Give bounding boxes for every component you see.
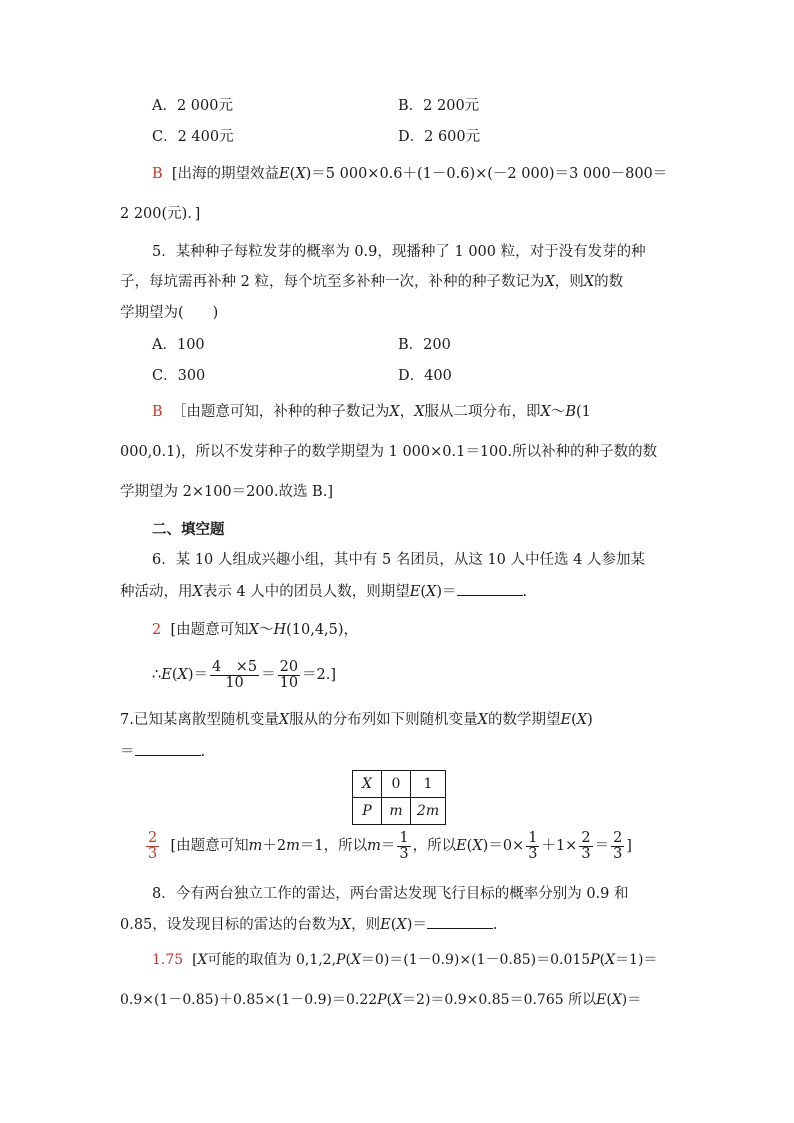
q6-stem-line-2: 种活动，用X表示 4 人中的团员人数，则期望E(X)＝ . — [120, 581, 527, 602]
q8-stem-line-2: 0.85，设发现目标的雷达的台数为X，则E(X)＝ . — [120, 914, 498, 935]
table-cell: P — [353, 798, 382, 825]
q5-option-d: D．400 — [398, 368, 452, 384]
q5-stem-line-1: 5．某种种子每粒发芽的概率为 0.9，现播种了 1 000 粒，对于没有发芽的种 — [152, 244, 646, 260]
table-cell: m — [382, 798, 411, 825]
q4-solution-line-1: B [出海的期望效益E(X)＝5 000×0.6＋(1－0.6)×(－2 000)＝3 000－800＝ — [152, 166, 668, 182]
q7-stem-line-1: 7.已知某离散型随机变量X服从的分布列如下则随机变量X的数学期望E(X) — [120, 712, 593, 728]
q8-stem-line-1: 8．今有两台独立工作的雷达，两台雷达发现飞行目标的概率分别为 0.9 和 — [152, 886, 629, 902]
distribution-table — [352, 770, 446, 825]
table-cell: 1 — [411, 771, 446, 798]
q5-stem-line-2: 子，每坑需再补种 2 粒，每个坑至多补种一次，补种的种子数记为X，则X的数 — [120, 274, 624, 290]
q8-answer-blank[interactable] — [427, 914, 493, 929]
q5-answer: B — [152, 404, 163, 420]
q6-solution-line-1: 2 [由题意可知X～H(10,4,5)， — [152, 622, 359, 638]
q5-option-a: A．100 — [152, 337, 205, 353]
q6-fraction-1: $\frac{4 \times 5}{10}$ — [212, 658, 258, 691]
table-row — [353, 798, 446, 825]
q8-answer: 1.75 — [152, 952, 184, 968]
q6-answer-blank[interactable] — [457, 581, 523, 596]
q7-answer: $\frac{2}{3}$ — [148, 829, 158, 862]
q4-option-a: A．2 000元 — [152, 98, 233, 114]
q8-solution-line-2: 0.9×(1－0.85)＋0.85×(1－0.9)＝0.22P(X＝2)＝0.9×0.85＝0.765 所以E(X)＝ — [120, 992, 642, 1008]
q5-solution-line-1: B ［由题意可知，补种的种子数记为X，X服从二项分布，即X～B(1 — [152, 404, 591, 420]
q5-option-c: C．300 — [152, 368, 206, 384]
q6-answer: 2 — [152, 622, 162, 638]
table-cell: 2m — [411, 798, 446, 825]
q7-answer-blank[interactable] — [135, 741, 201, 756]
q6-stem-line-1: 6．某 10 人组成兴趣小组，其中有 5 名团员，从这 10 人中任选 4 人参加某 — [152, 552, 645, 568]
q5-solution-line-3: 学期望为 2×100＝200.故选 B.] — [120, 484, 333, 500]
q4-answer: B — [152, 166, 163, 182]
q7-solution-line: $\frac{2}{3}$ [由题意可知m＋2m＝1，所以m＝ $\frac{1}{3}$ ，所以E(X)＝0× $\frac{1}{3}$ ＋1× $\frac{2}{3}$ ＝ $\frac{2}{3}$ ] — [148, 829, 632, 862]
table-cell: 0 — [382, 771, 411, 798]
q8-solution-line-1: 1.75 [X可能的取值为 0,1,2,P(X＝0)＝(1－0.9)×(1－0.85)＝0.015P(X＝1)＝ — [152, 952, 658, 968]
q5-option-b: B．200 — [398, 337, 451, 353]
q7-stem-line-2: ＝ . — [120, 741, 205, 762]
q6-solution-line-2: ∴E(X)＝ $\frac{4 \times 5}{10}$ ＝ $\frac{20}{10}$ ＝2.] — [152, 658, 337, 691]
q4-option-b: B．2 200元 — [398, 98, 480, 114]
q4-solution-line-2: 2 200(元)．] — [120, 206, 201, 222]
table-cell: X — [353, 771, 382, 798]
section-heading: 二、填空题 — [152, 521, 225, 538]
q5-solution-line-2: 000,0.1)，所以不发芽种子的数学期望为 1 000×0.1＝100.所以补种的种子数的数 — [120, 444, 658, 460]
q6-fraction-2: $\frac{20}{10}$ — [279, 658, 299, 691]
q5-stem-line-3: 学期望为( ) — [120, 305, 219, 321]
table-row — [353, 771, 446, 798]
q4-option-d: D．2 600元 — [398, 129, 481, 145]
q4-option-c: C．2 400元 — [152, 129, 234, 145]
